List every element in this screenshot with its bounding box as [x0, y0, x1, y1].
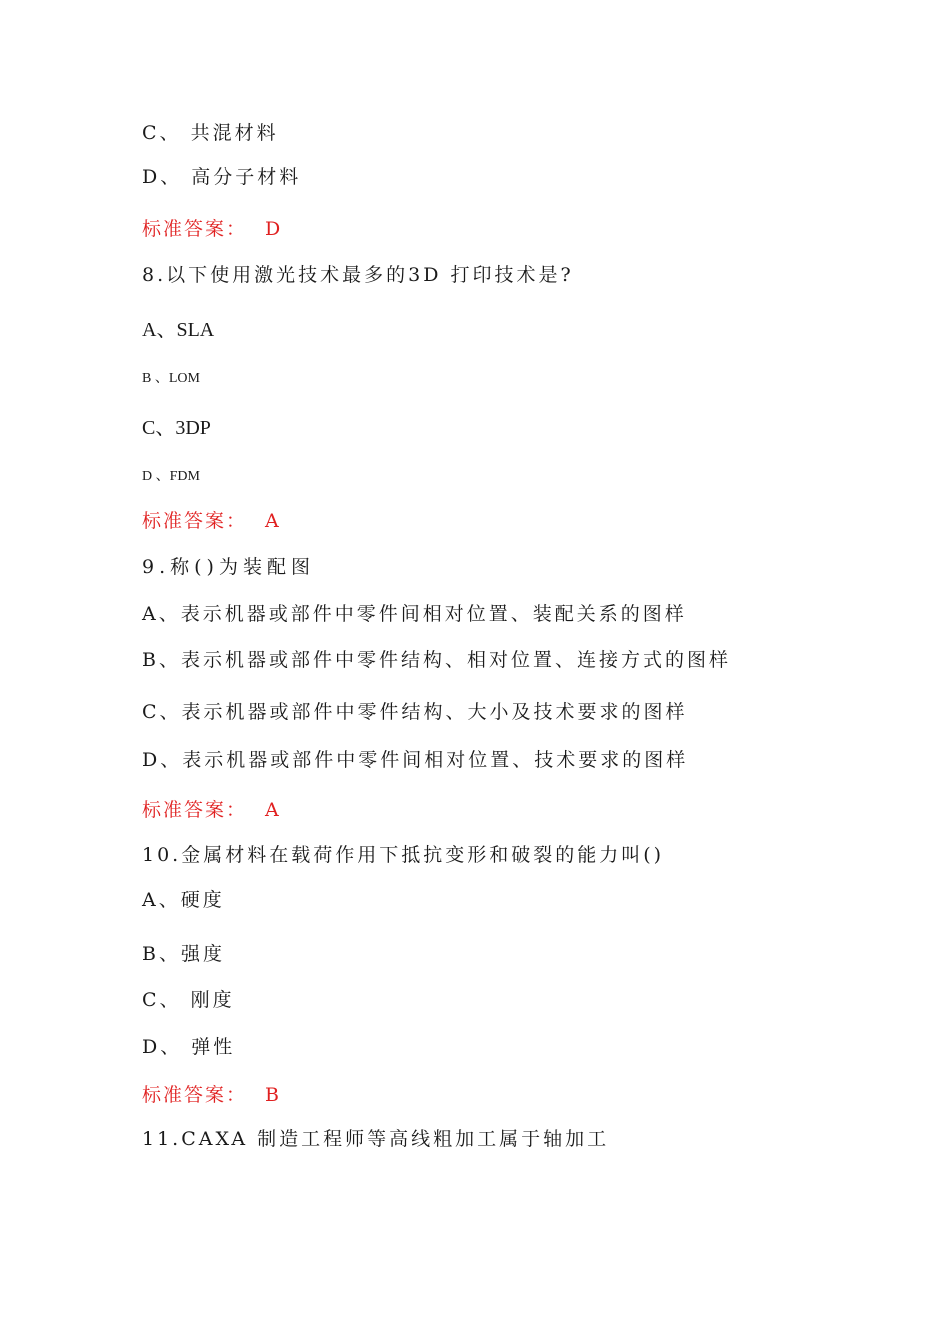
- question-8: 8.以下使用激光技术最多的3D 打印技术是?: [142, 264, 574, 286]
- question-10: 10.金属材料在载荷作用下抵抗变形和破裂的能力叫(): [142, 844, 665, 866]
- answer-value: A: [265, 799, 281, 821]
- answer-label: 标准答案：: [142, 1084, 248, 1106]
- option-d: D、表示机器或部件中零件间相对位置、技术要求的图样: [142, 749, 689, 771]
- option-d: D、 弹性: [142, 1036, 236, 1058]
- option-a: A、硬度: [142, 889, 225, 911]
- question-9: 9.称()为装配图: [142, 556, 315, 578]
- option-c: C、表示机器或部件中零件结构、大小及技术要求的图样: [142, 701, 688, 723]
- option-c: C、 刚度: [142, 989, 235, 1011]
- answer-label: 标准答案：: [142, 799, 248, 821]
- option-b: B、表示机器或部件中零件结构、相对位置、连接方式的图样: [142, 649, 731, 671]
- answer: [142, 220, 282, 239]
- option-a: A、SLA: [142, 319, 215, 341]
- answer-value: A: [265, 510, 281, 532]
- option-c: C、3DP: [142, 417, 211, 439]
- option-a: A、表示机器或部件中零件间相对位置、装配关系的图样: [142, 603, 687, 625]
- option-b: B、强度: [142, 943, 225, 965]
- answer: [142, 512, 281, 531]
- option-d: D 、FDM: [142, 469, 200, 484]
- question-11: 11.CAXA 制造工程师等高线粗加工属于轴加工: [142, 1128, 610, 1150]
- answer-value: D: [265, 218, 283, 240]
- option-d: D、 高分子材料: [142, 166, 302, 188]
- answer-value: B: [265, 1084, 281, 1106]
- answer-label: 标准答案：: [142, 218, 248, 240]
- option-b: B 、LOM: [142, 371, 200, 386]
- answer: [142, 801, 281, 820]
- option-c: C、 共混材料: [142, 122, 279, 144]
- answer: [142, 1086, 281, 1105]
- answer-label: 标准答案：: [142, 510, 248, 532]
